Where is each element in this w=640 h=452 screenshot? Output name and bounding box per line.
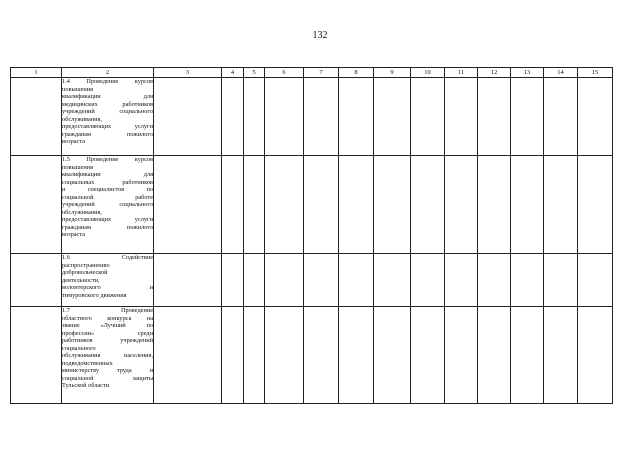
column-header-8: 8 [339,68,374,78]
table-cell-empty [478,156,511,254]
table-cell-empty [222,254,244,307]
column-header-6: 6 [265,68,304,78]
description-line: обслуживания, [62,208,102,216]
description-line: обслуживания, [62,115,102,123]
table-cell-empty [478,307,511,404]
description-line: 1.4 Проведение курсов [62,78,153,85]
table-cell-empty [11,78,62,156]
table-cell-empty [222,156,244,254]
table-cell-empty [11,307,62,404]
description-line: тимуровского движения [62,291,127,299]
table-cell-empty [222,78,244,156]
table-cell-empty [578,78,613,156]
table-cell-empty [411,78,445,156]
measure-description [62,156,154,254]
table-cell-empty [154,78,222,156]
table-cell-empty [154,307,222,404]
description-line: учреждений социального [62,201,153,208]
description-line: работников учреждений [62,337,153,344]
table-cell-empty [265,307,304,404]
column-header-14: 14 [544,68,578,78]
description-line: предоставляющих услуги [62,123,153,130]
description-line: обслуживания населения, [62,352,153,359]
description-line: 1.6 Содействие [62,254,153,261]
table-cell-empty [445,254,478,307]
table-cell-empty [544,156,578,254]
table-cell-empty [374,78,411,156]
table-cell-empty [339,307,374,404]
table-cell-empty [154,254,222,307]
table-cell-empty [578,254,613,307]
table-cell-empty [374,156,411,254]
table-cell-empty [244,78,265,156]
column-header-3: 3 [154,68,222,78]
table-cell-empty [304,156,339,254]
header-row [11,68,613,78]
description-line: звание «Лучший по [62,322,153,329]
column-header-1: 1 [11,68,62,78]
description-line: социальных работников [62,178,153,186]
table-cell-empty [244,254,265,307]
table-cell-empty [478,254,511,307]
description-line: медицинских работников [62,100,153,108]
table-row [11,78,613,156]
column-header-13: 13 [511,68,544,78]
table-cell-empty [478,78,511,156]
measure-description [62,307,154,404]
description-line: подведомственных [62,359,113,367]
table-row [11,254,613,307]
table-cell-empty [11,254,62,307]
table-cell-empty [511,254,544,307]
table-cell-empty [445,78,478,156]
description-line: повышения [62,85,94,93]
table-cell-empty [445,307,478,404]
description-line: социального [62,344,96,352]
measure-description [62,78,154,156]
table-cell-empty [544,78,578,156]
description-line: областного конкурса на [62,314,153,322]
description-line: распространению [62,261,110,269]
table-cell-empty [511,78,544,156]
table-cell-empty [304,254,339,307]
column-header-15: 15 [578,68,613,78]
table-cell-empty [411,254,445,307]
table-cell-empty [578,307,613,404]
table-cell-empty [445,156,478,254]
table-cell-empty [544,307,578,404]
table-cell-empty [411,307,445,404]
table-cell-empty [339,254,374,307]
table-cell-empty [578,156,613,254]
table-cell-empty [265,156,304,254]
table-cell-empty [544,254,578,307]
description-line: социальной защиты [62,374,153,382]
description-line: повышения [62,163,94,171]
table-row [11,156,613,254]
description-line: социальной работе [62,193,153,201]
description-line: добровольческой [62,269,108,276]
table-cell-empty [222,307,244,404]
description-line: возраста [62,231,85,238]
table-cell-empty [265,254,304,307]
column-header-12: 12 [478,68,511,78]
table-cell-empty [411,156,445,254]
table-cell-empty [154,156,222,254]
description-line: учреждений социального [62,108,153,115]
description-line: и специалистов по [62,186,153,193]
description-line: министерству труда и [62,367,153,374]
description-line: гражданам пожилого [62,130,153,138]
description-line: деятельности, [62,276,100,284]
table-cell-empty [511,307,544,404]
table-cell-empty [374,307,411,404]
table-cell-empty [304,307,339,404]
table-cell-empty [244,156,265,254]
column-header-9: 9 [374,68,411,78]
table-cell-empty [339,156,374,254]
description-line: 1.5 Проведение курсов [62,156,153,163]
description-line: профессии» среди [62,329,153,337]
data-table [10,67,613,404]
table-cell-empty [511,156,544,254]
description-line: гражданам пожилого [62,223,153,231]
table-cell-empty [339,78,374,156]
table-row [11,307,613,404]
column-header-7: 7 [304,68,339,78]
description-line: Тульской области [62,382,110,389]
description-line: квалификации для [62,93,153,100]
table-cell-empty [244,307,265,404]
description-line: 1.7 Проведение [62,307,153,314]
table-cell-empty [265,78,304,156]
table-cell-empty [304,78,339,156]
measure-description [62,254,154,307]
column-header-2: 2 [62,68,154,78]
table-body [11,78,613,404]
table-cell-empty [11,156,62,254]
description-line: предоставляющих услуги [62,216,153,223]
column-header-5: 5 [244,68,265,78]
column-header-11: 11 [445,68,478,78]
column-header-10: 10 [411,68,445,78]
page-number: 132 [312,30,328,41]
column-header-4: 4 [222,68,244,78]
description-line: квалификации для [62,171,153,178]
description-line: волонтерского и [62,284,153,291]
table-cell-empty [374,254,411,307]
description-line: возраста [62,138,85,145]
